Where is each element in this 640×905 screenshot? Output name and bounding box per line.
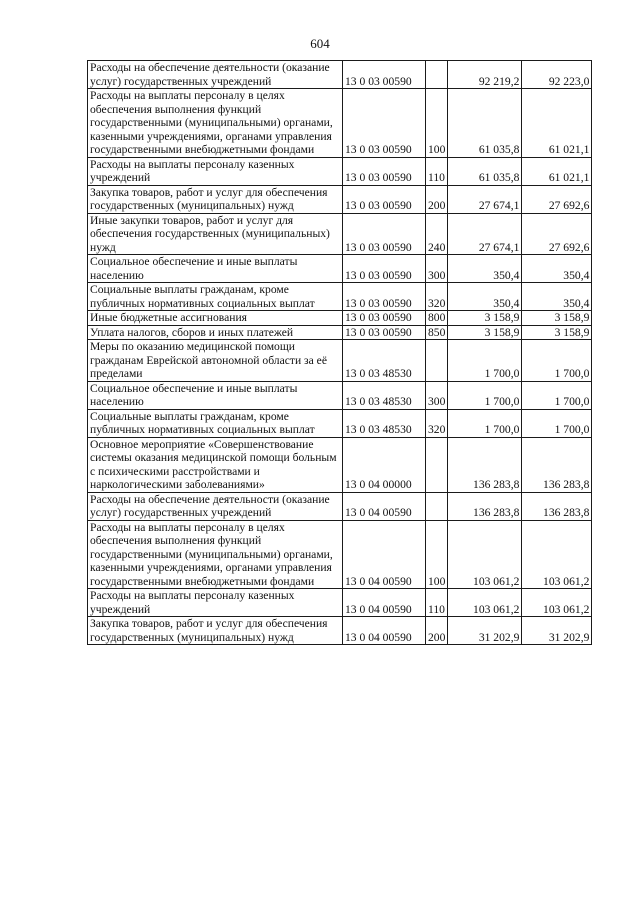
row-value-1-cell: 3 158,9 <box>448 311 522 326</box>
row-value-1-cell: 103 061,2 <box>448 589 522 617</box>
row-code-cell: 13 0 04 00590 <box>343 617 426 645</box>
row-type-cell: 200 <box>426 185 448 213</box>
table-row <box>88 325 592 340</box>
row-value-2-cell: 350,4 <box>522 283 592 311</box>
row-value-1-cell: 1 700,0 <box>448 409 522 437</box>
row-type-cell: 320 <box>426 283 448 311</box>
row-value-2-cell: 3 158,9 <box>522 325 592 340</box>
row-name-cell: Закупка товаров, работ и услуг для обеспечения государственных (муниципальных) нужд <box>88 185 343 213</box>
row-value-2-cell: 136 283,8 <box>522 437 592 492</box>
budget-table <box>87 60 592 645</box>
row-code-cell: 13 0 04 00590 <box>343 589 426 617</box>
row-name-cell: Расходы на выплаты персоналу казенных учреждений <box>88 157 343 185</box>
row-code-cell: 13 0 03 48530 <box>343 381 426 409</box>
table-row <box>88 283 592 311</box>
row-type-cell: 300 <box>426 381 448 409</box>
row-value-2-cell: 92 223,0 <box>522 61 592 89</box>
row-value-2-cell: 31 202,9 <box>522 617 592 645</box>
row-value-1-cell: 350,4 <box>448 255 522 283</box>
row-value-2-cell: 3 158,9 <box>522 311 592 326</box>
row-value-2-cell: 61 021,1 <box>522 89 592 158</box>
page-number: 604 <box>310 36 330 51</box>
row-value-1-cell: 27 674,1 <box>448 213 522 255</box>
row-type-cell: 800 <box>426 311 448 326</box>
row-type-cell <box>426 492 448 520</box>
row-value-2-cell: 1 700,0 <box>522 381 592 409</box>
row-value-1-cell: 136 283,8 <box>448 492 522 520</box>
row-name-cell: Социальные выплаты гражданам, кроме публичных нормативных социальных выплат <box>88 409 343 437</box>
row-name-cell: Расходы на выплаты персоналу в целях обеспечения выполнения функций государственными (муниципальными) органами, казенными учреждениями, органами управления государственными внебюджетными фондами <box>88 89 343 158</box>
row-type-cell: 110 <box>426 589 448 617</box>
row-type-cell: 110 <box>426 157 448 185</box>
table-row <box>88 213 592 255</box>
row-code-cell: 13 0 03 00590 <box>343 157 426 185</box>
row-name-cell: Расходы на обеспечение деятельности (оказание услуг) государственных учреждений <box>88 492 343 520</box>
table-row <box>88 255 592 283</box>
table-row <box>88 437 592 492</box>
row-code-cell: 13 0 04 00000 <box>343 437 426 492</box>
row-name-cell: Иные бюджетные ассигнования <box>88 311 343 326</box>
row-type-cell: 100 <box>426 520 448 589</box>
row-name-cell: Уплата налогов, сборов и иных платежей <box>88 325 343 340</box>
row-name-cell: Расходы на обеспечение деятельности (оказание услуг) государственных учреждений <box>88 61 343 89</box>
row-name-cell: Расходы на выплаты персоналу в целях обеспечения выполнения функций государственными (муниципальными) органами, казенными учреждениями, органами управления государственными внебюджетными фондами <box>88 520 343 589</box>
row-code-cell: 13 0 04 00590 <box>343 520 426 589</box>
row-name-cell: Основное мероприятие «Совершенствование системы оказания медицинской помощи больным с психическими расстройствами и наркологическими заболеваниями» <box>88 437 343 492</box>
row-code-cell: 13 0 03 00590 <box>343 283 426 311</box>
row-name-cell: Закупка товаров, работ и услуг для обеспечения государственных (муниципальных) нужд <box>88 617 343 645</box>
row-value-2-cell: 103 061,2 <box>522 589 592 617</box>
row-value-1-cell: 136 283,8 <box>448 437 522 492</box>
row-value-1-cell: 350,4 <box>448 283 522 311</box>
row-type-cell <box>426 437 448 492</box>
row-name-cell: Социальное обеспечение и иные выплаты населению <box>88 255 343 283</box>
row-type-cell <box>426 340 448 382</box>
row-type-cell: 240 <box>426 213 448 255</box>
table-row <box>88 409 592 437</box>
table-row <box>88 311 592 326</box>
row-value-2-cell: 103 061,2 <box>522 520 592 589</box>
row-value-1-cell: 1 700,0 <box>448 381 522 409</box>
row-code-cell: 13 0 03 00590 <box>343 311 426 326</box>
row-code-cell: 13 0 03 48530 <box>343 409 426 437</box>
table-row <box>88 520 592 589</box>
row-value-1-cell: 92 219,2 <box>448 61 522 89</box>
table-row <box>88 157 592 185</box>
row-value-2-cell: 27 692,6 <box>522 213 592 255</box>
row-type-cell: 300 <box>426 255 448 283</box>
row-value-2-cell: 1 700,0 <box>522 340 592 382</box>
row-code-cell: 13 0 03 00590 <box>343 255 426 283</box>
table-row <box>88 492 592 520</box>
budget-table-body <box>88 61 592 645</box>
row-type-cell: 200 <box>426 617 448 645</box>
row-code-cell: 13 0 03 00590 <box>343 89 426 158</box>
row-value-1-cell: 27 674,1 <box>448 185 522 213</box>
row-code-cell: 13 0 03 00590 <box>343 213 426 255</box>
row-type-cell: 850 <box>426 325 448 340</box>
row-value-2-cell: 27 692,6 <box>522 185 592 213</box>
row-value-2-cell: 350,4 <box>522 255 592 283</box>
table-row <box>88 381 592 409</box>
row-value-1-cell: 61 035,8 <box>448 157 522 185</box>
row-code-cell: 13 0 04 00590 <box>343 492 426 520</box>
row-value-1-cell: 3 158,9 <box>448 325 522 340</box>
row-code-cell: 13 0 03 00590 <box>343 61 426 89</box>
row-code-cell: 13 0 03 48530 <box>343 340 426 382</box>
table-row <box>88 340 592 382</box>
table-row <box>88 89 592 158</box>
row-name-cell: Иные закупки товаров, работ и услуг для обеспечения государственных (муниципальных) нужд <box>88 213 343 255</box>
row-type-cell: 100 <box>426 89 448 158</box>
row-name-cell: Социальные выплаты гражданам, кроме публичных нормативных социальных выплат <box>88 283 343 311</box>
row-code-cell: 13 0 03 00590 <box>343 325 426 340</box>
row-value-1-cell: 1 700,0 <box>448 340 522 382</box>
row-value-2-cell: 136 283,8 <box>522 492 592 520</box>
table-row <box>88 589 592 617</box>
row-value-1-cell: 103 061,2 <box>448 520 522 589</box>
table-row <box>88 185 592 213</box>
row-name-cell: Меры по оказанию медицинской помощи гражданам Еврейской автономной области за её пределами <box>88 340 343 382</box>
table-row <box>88 617 592 645</box>
row-name-cell: Социальное обеспечение и иные выплаты населению <box>88 381 343 409</box>
row-code-cell: 13 0 03 00590 <box>343 185 426 213</box>
row-value-2-cell: 1 700,0 <box>522 409 592 437</box>
table-row <box>88 61 592 89</box>
row-value-2-cell: 61 021,1 <box>522 157 592 185</box>
row-value-1-cell: 31 202,9 <box>448 617 522 645</box>
row-type-cell: 320 <box>426 409 448 437</box>
row-type-cell <box>426 61 448 89</box>
row-value-1-cell: 61 035,8 <box>448 89 522 158</box>
row-name-cell: Расходы на выплаты персоналу казенных учреждений <box>88 589 343 617</box>
